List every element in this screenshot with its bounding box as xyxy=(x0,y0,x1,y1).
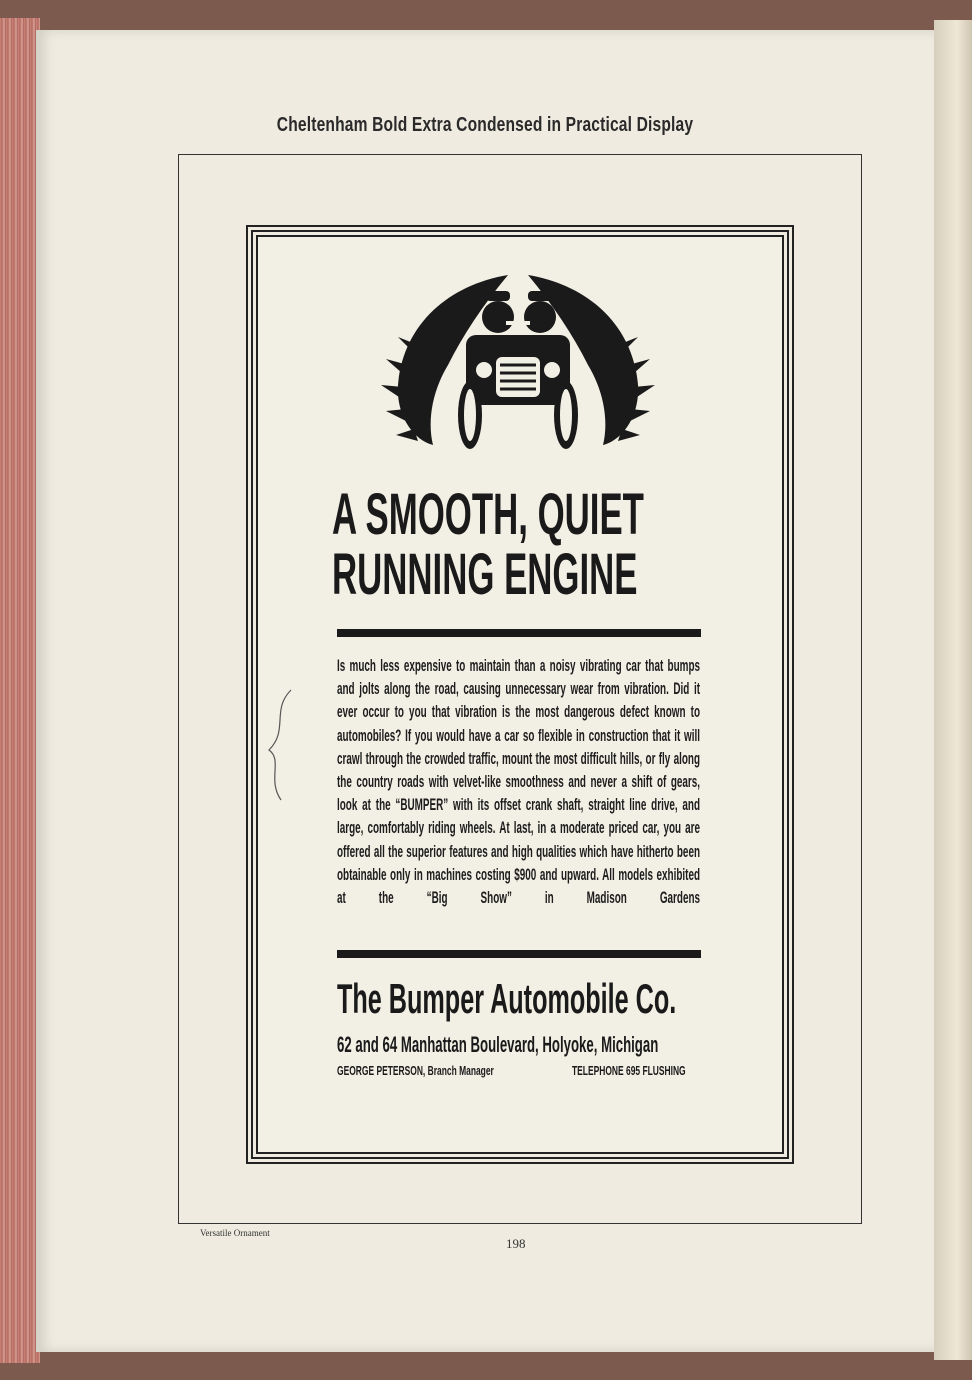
running-head: Cheltenham Bold Extra Condensed in Practical Display xyxy=(276,114,694,136)
heavy-rule-top xyxy=(337,629,701,637)
headline-line-1: A SMOOTH, QUIET xyxy=(332,482,644,547)
company-name: The Bumper Automobile Co. xyxy=(337,975,677,1022)
book-page-edges-left xyxy=(0,18,40,1363)
heavy-rule-bottom xyxy=(337,950,701,958)
page-number: 198 xyxy=(506,1236,526,1251)
company-address: 62 and 64 Manhattan Boulevard, Holyoke, Michigan xyxy=(337,1032,659,1057)
headline xyxy=(332,482,700,607)
pencil-annotation-mark xyxy=(261,680,301,820)
advertisement xyxy=(256,235,784,1154)
headline-line-2: RUNNING ENGINE xyxy=(332,542,638,607)
ad-body-copy: Is much less expensive to maintain than a noisy vibrating car that bumps and jolts along the road, causing unnecessary wear from vibration. Did it ever occur to you that vibration is the most dangerous defect known to automobiles? If you would have a car so flexible in construction that it will crawl through the crowded traffic, mount the most difficult hills, or fly along the country roads with velvet-like smoothness and never a shift of gears, look at the “BUMPER” with its offset crank shaft, straight line drive, and large, comfortably riding wheels. At last, in a moderate priced car, you are offered all the superior features and high qualities which have hitherto been obtainable only in machines costing $900 and upward. All models exhibited at the “Big Show” in Madison Gardens xyxy=(337,657,700,908)
winged-automobile-emblem-icon xyxy=(358,265,678,460)
book-page xyxy=(36,30,934,1352)
branch-manager: GEORGE PETERSON, Branch Manager xyxy=(337,1063,494,1078)
telephone-number: TELEPHONE 695 FLUSHING xyxy=(572,1063,686,1078)
footer-caption: Versatile Ornament xyxy=(200,1228,270,1238)
book-page-edges-right xyxy=(934,20,972,1360)
